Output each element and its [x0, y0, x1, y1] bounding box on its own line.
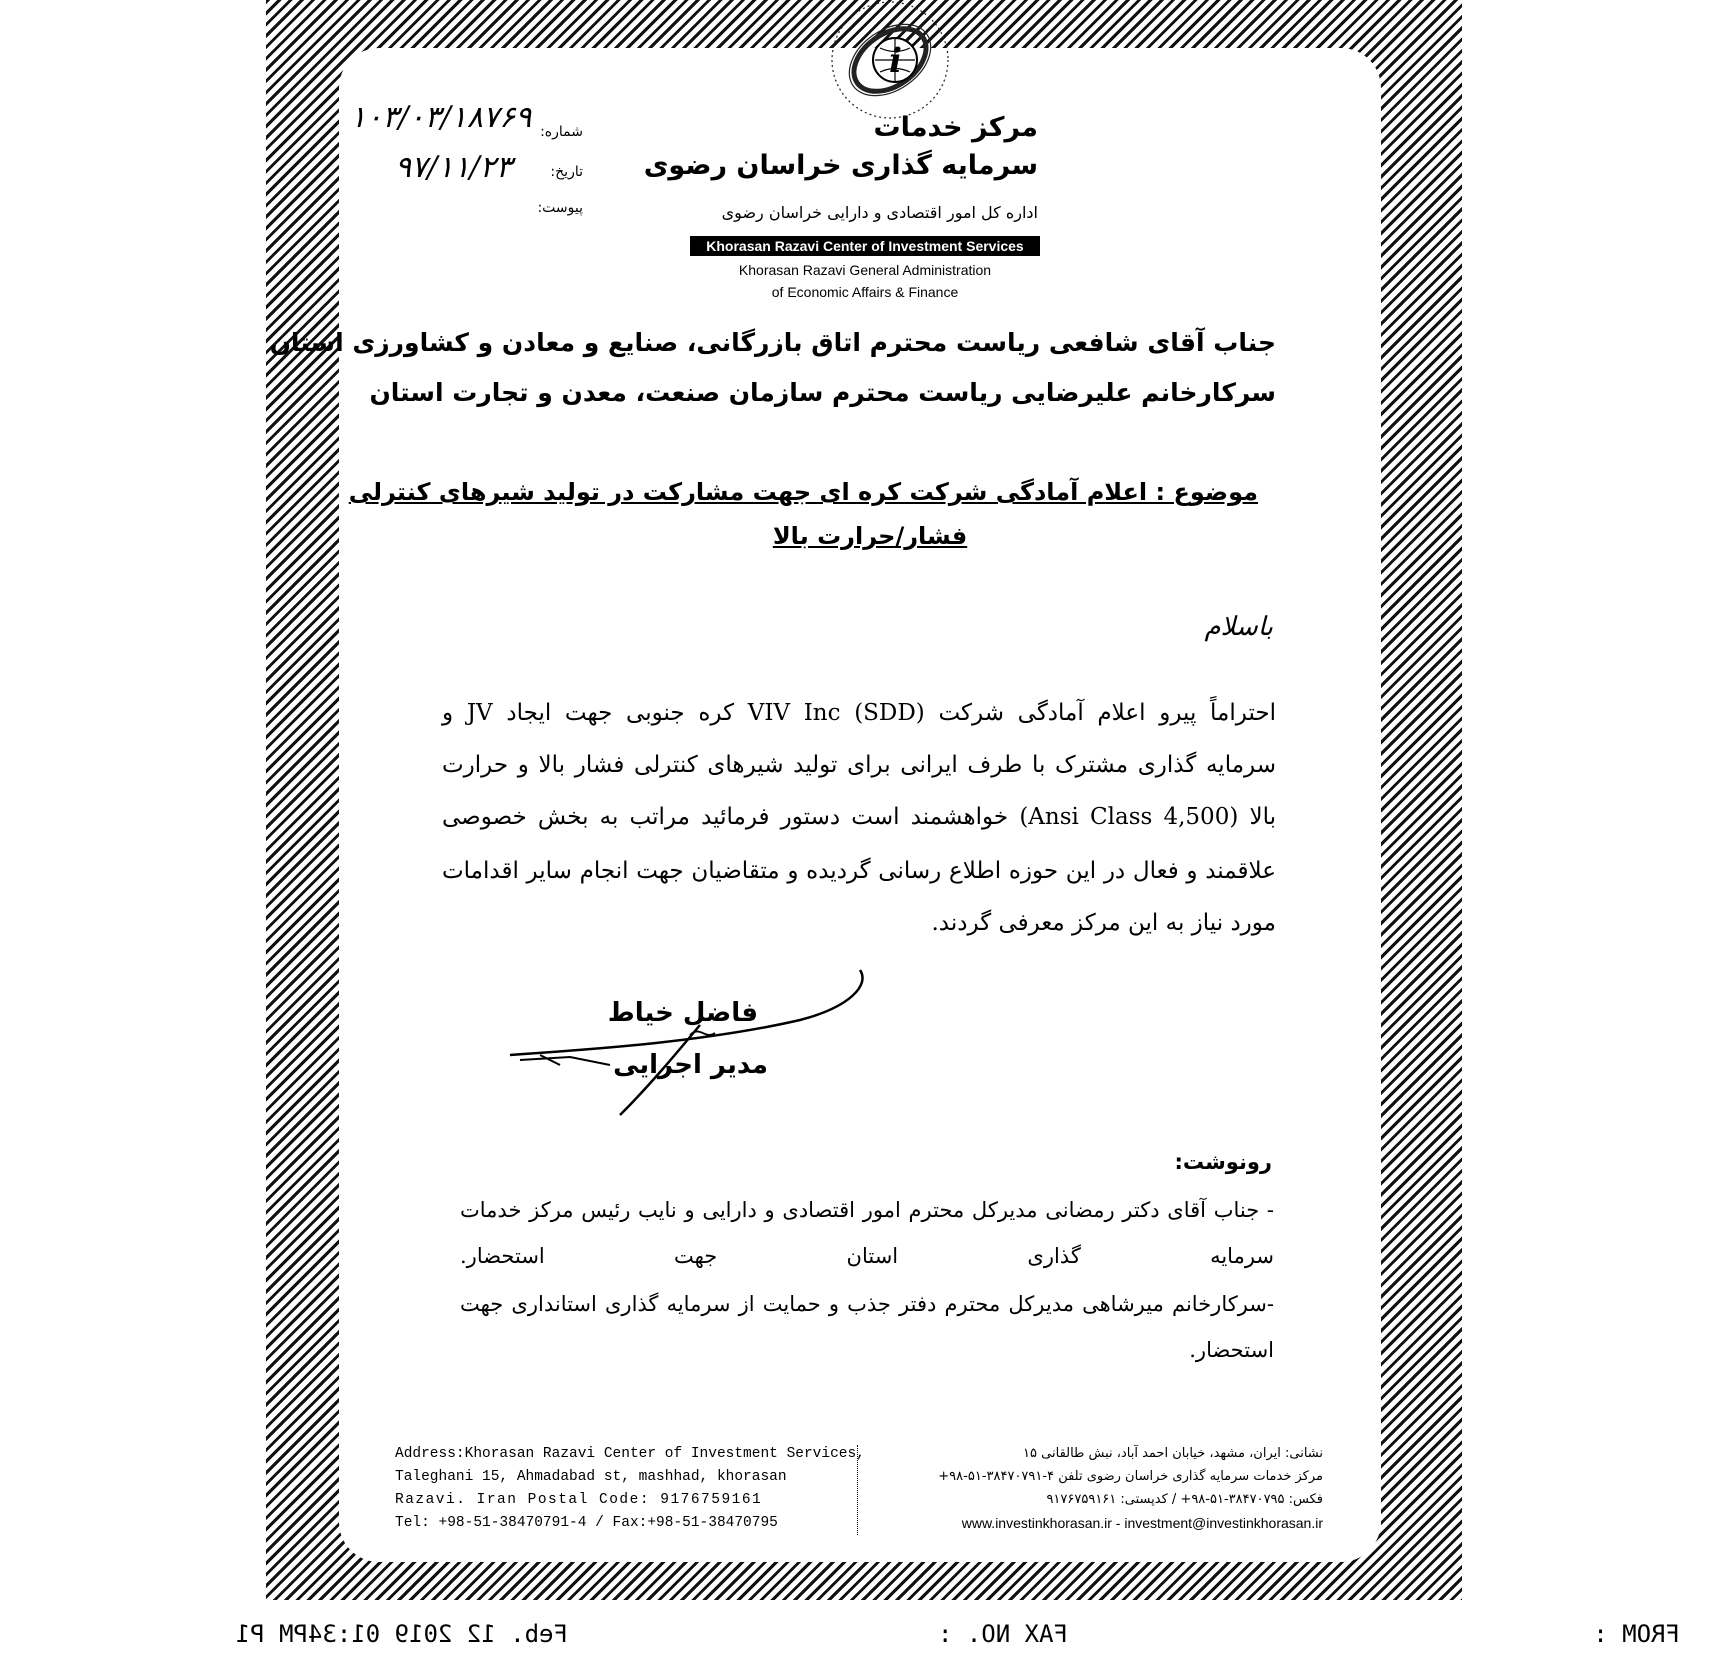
- investment-center-logo: [790, 0, 990, 120]
- cc-line-2: سرمایه گذاری استان جهت استحضار.: [460, 1244, 1274, 1268]
- org-parent-fa: اداره کل امور اقتصادی و دارایی خراسان رضوی: [721, 203, 1038, 222]
- body-line-4: علاقمند و فعال در این حوزه اطلاع رسانی گردیده و متقاضیان جهت انجام سایر اقدامات: [442, 858, 1276, 884]
- number-label: شماره:: [540, 124, 583, 140]
- cc-line-3: -سرکارخانم میرشاهی مدیرکل محترم دفتر جذب و حمایت از سرمایه گذاری استانداری جهت: [460, 1292, 1274, 1316]
- org-name-en-banner: Khorasan Razavi Center of Investment Services: [690, 236, 1040, 256]
- address-fa-line1: نشانی: ایران، مشهد، خیابان احمد آباد، نبش طالقانی ۱۵: [1023, 1446, 1323, 1461]
- body-line-3: بالا (Ansi Class 4,500) خواهشمند است دستور فرمائید مراتب به بخش خصوصی: [442, 804, 1276, 830]
- address-divider: [857, 1445, 859, 1535]
- subject-line2: فشار/حرارت بالا: [772, 522, 968, 550]
- body-line-2: سرمایه گذاری مشترک با طرف ایرانی برای تولید شیرهای کنترلی فشار بالا و حرارت: [442, 752, 1276, 778]
- number-value: ۱۰۳/۰۳/۱۸۷۶۹: [350, 100, 532, 135]
- date-value: ۹۷/۱۱/۲۳: [395, 150, 512, 185]
- org-parent-en-line1: Khorasan Razavi General Administration: [738, 262, 992, 278]
- address-en-line2: Taleghani 15, Ahmadabad st, mashhad, khorasan: [395, 1469, 787, 1485]
- subject-line1: موضوع : اعلام آمادگی شرکت کره ای جهت مشارکت در تولید شیرهای کنترلی: [348, 478, 1258, 506]
- signer-title: مدیر اجرایی: [613, 1050, 768, 1080]
- fax-from: FROM :: [1593, 1620, 1680, 1648]
- fax-datetime: Feb. 12 2019 01:34PM P1: [235, 1620, 568, 1648]
- org-name-fa-line2: سرمایه گذاری خراسان رضوی: [643, 150, 1038, 181]
- cc-line-4: استحضار.: [1189, 1338, 1274, 1362]
- org-parent-en-line2: of Economic Affairs & Finance: [771, 284, 959, 300]
- cc-line-1: - جناب آقای دکتر رمضانی مدیرکل محترم امور اقتصادی و دارایی و نایب رئیس مرکز خدمات: [460, 1198, 1274, 1222]
- svg-text:i: i: [889, 41, 902, 81]
- address-en-line1: Address:Khorasan Razavi Center of Investment Services,: [395, 1446, 865, 1462]
- address-fa-line2: مرکز خدمات سرمایه گذاری خراسان رضوی تلفن ۴-۳۸۴۷۰۷۹۱-۵۱-۹۸+: [938, 1469, 1323, 1484]
- handwritten-signature: [500, 965, 880, 1125]
- signer-name: فاضل خیاط: [607, 998, 758, 1028]
- address-web-email: www.investinkhorasan.ir - investment@investinkhorasan.ir: [961, 1515, 1323, 1531]
- addressee-2: سرکارخانم علیرضایی ریاست محترم سازمان صنعت، معدن و تجارت استان: [369, 378, 1276, 407]
- address-en-line4: Tel: +98-51-38470791-4 / Fax:+98-51-38470795: [395, 1515, 778, 1531]
- addressee-1: جناب آقای شافعی ریاست محترم اتاق بازرگانی، صنایع و معادن و کشاورزی استان: [269, 328, 1276, 357]
- fax-header-strip: [0, 1620, 1728, 1650]
- salutation: باسلام: [1204, 612, 1273, 642]
- body-line-5: مورد نیاز به این مرکز معرفی گردند.: [931, 910, 1276, 936]
- attachment-label: پیوست:: [537, 200, 583, 216]
- fax-number: FAX NO. :: [937, 1620, 1068, 1648]
- cc-title: رونوشت:: [1174, 1150, 1272, 1174]
- body-line-1: احتراماً پیرو اعلام آمادگی شرکت VIV Inc (SDD) کره جنوبی جهت ایجاد JV و: [442, 700, 1276, 726]
- date-label: تاریخ:: [550, 164, 583, 180]
- address-en-line3: Razavi. Iran Postal Code: 9176759161: [395, 1492, 763, 1508]
- org-name-fa-line1: مرکز خدمات: [873, 112, 1038, 143]
- address-fa-line3: فکس: ۳۸۴۷۰۷۹۵-۵۱-۹۸+ / کدپستی: ۹۱۷۶۷۵۹۱۶۱: [1046, 1492, 1323, 1507]
